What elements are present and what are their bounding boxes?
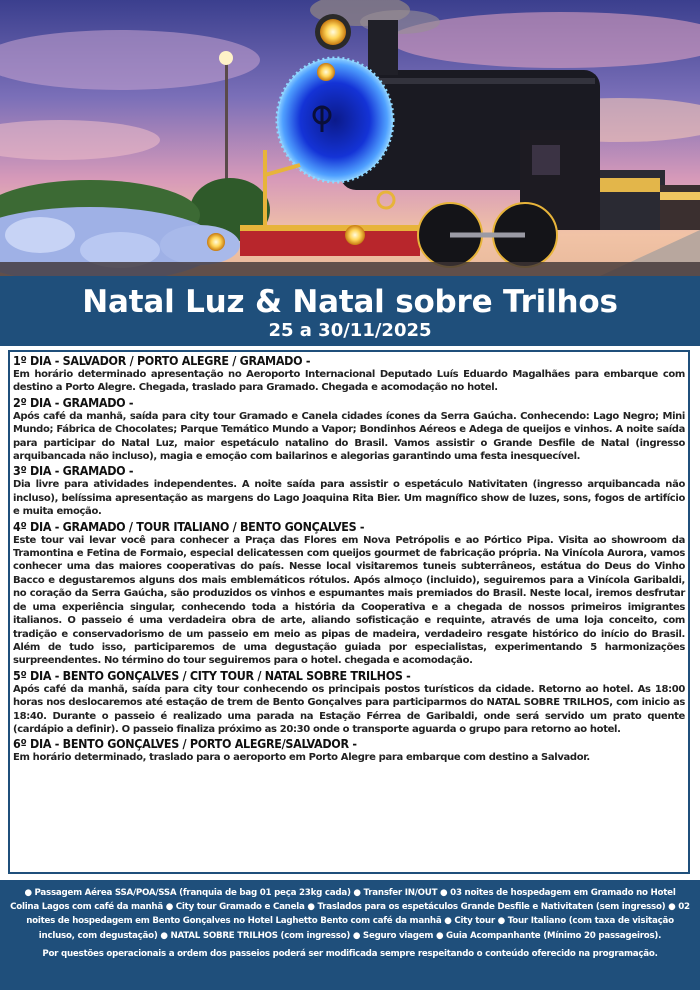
day-description: Dia livre para atividades independentes. A noite saída para assistir o espetáculo Nativitaten (ingresso arquibancada não incluso), belíssima apresentação as margens do Lago Joaquina Rita Bier. Um magnífico show de luzes, sons, fogos de artifício e muita emoção.: [13, 479, 685, 518]
day-title: 4º DIA - GRAMADO / TOUR ITALIANO / BENTO GONÇALVES -: [13, 518, 365, 534]
title-band: [0, 276, 700, 346]
day-title: 2º DIA - GRAMADO -: [13, 394, 134, 410]
day-title: 6º DIA - BENTO GONÇALVES / PORTO ALEGRE/SALVADOR -: [13, 736, 357, 752]
hero-image: [0, 0, 700, 276]
day-description: Após café da manhã, saída para city tour Gramado e Canela cidades ícones da Serra Gaúcha. Conhecendo: Lago Negro; Mini Mundo; Fábrica de Chocolates; Parque Temático Mundo a Vapor; Bondinhos Aéreos e Adega de queijos e vinhos. A noite saída para participar do Natal Luz, maior espetáculo natalino do Brasil. Vamos assistir o Grande Desfile de Natal (ingresso arquibancada não incluso), magia e emoção com bailarinos e alegorias garantindo uma festa inesquecível.: [13, 410, 685, 463]
page-title: Natal Luz & Natal sobre Trilhos: [82, 284, 618, 320]
day-title: 1º DIA - SALVADOR / PORTO ALEGRE / GRAMADO -: [13, 353, 311, 368]
footer-band: [0, 880, 700, 990]
disclaimer-note: Por questões operacionais a ordem dos passeios poderá ser modificada sempre respeitando o conteúdo oferecido na programação.: [42, 948, 658, 959]
day-description: Este tour vai levar você para conhecer a Praça das Flores em Nova Petrópolis e ao Pórtico Pipa. Visita ao showroom da Tramontina e Fetina de Formaio, especial delicatessen com queijos gourmet de fabricação própria. Na Vinícola Aurora, vamos conhecer uma das maiores cooperativas do país. Nesse local visitaremos tuneis subterrâneos, estátua do Deus do Vinho Bacco e degustaremos alguns dos mais emblemáticos rótulos. Após almoço (incluido), seguiremos para a Vinícola Garibaldi, no coração da Serra Gaúcha, são produzidos os vinhos e espumantes mais premiados do Brasil. Neste local, iremos desfrutar de uma experiência singular, conhecendo toda a história da Cooperativa e a chegada de nossos primeiros imigrantes italianos. O passeio é uma verdadeira obra de arte, aliando sofisticação e requinte, através de uma loja conceito, com tradição e conservadorismo de um passeio em meio as pipas de madeira, verdadeiro resgate histórico do início do Brasil. Além de tudo isso, participaremos de uma degustação guiada por especialistas, experimentando 5 harmonizações surpreendentes. No término do tour seguiremos para o hotel. chegada e acomodação.: [13, 534, 685, 667]
day-6: [13, 736, 685, 764]
day-title: 5º DIA - BENTO GONÇALVES / CITY TOUR / NATAL SOBRE TRILHOS -: [13, 667, 411, 683]
day-description: Em horário determinado, traslado para o aeroporto em Porto Alegre para embarque com destino a Salvador.: [13, 752, 590, 764]
day-2: [13, 395, 685, 464]
locomotive-illustration: [0, 0, 700, 276]
day-description: Após café da manhã, saída para city tour conhecendo os principais postos turísticos da cidade. Retorno ao hotel. As 18:00 horas nos deslocaremos até estação de trem de Bento Gonçalves para participarmos do NATAL SOBRE TRILHOS, com inicio as 18:40. Durante o passeio é realizado uma parada na Estação Férrea de Garibaldi, onde será servido um prato quente (cardápio a definir). O passeio finaliza próximo as 20:30 onde o transporte aguarda o grupo para retorno ao hotel.: [13, 683, 685, 735]
day-4: [13, 519, 685, 668]
day-1: [13, 353, 685, 395]
day-description: Em horário determinado apresentação no Aeroporto Internacional Deputado Luís Eduardo Magalhães para embarque com destino a Porto Alegre. Chegada, traslado para Gramado. Chegada e acomodação no hotel.: [13, 369, 685, 394]
day-3: [13, 463, 685, 518]
day-title: 3º DIA - GRAMADO -: [13, 463, 134, 479]
package-includes: ● Passagem Aérea SSA/POA/SSA (franquia de bag 01 peça 23kg cada) ● Transfer IN/OUT ● 03 noites de hospedagem em Gramado no Hotel Colina Lagos com café da manhã ● City tour Gramado e Canela ● Traslados para os espetáculos Grande Desfile e Nativitaten (sem ingresso) ● 02 noites de hospedagem em Bento Gonçalves no Hotel Laghetto Bento com café da manhã ● City tour ● Tour Italiano (com taxa de visitação incluso, com degustação) ● NATAL SOBRE TRILHOS (com ingresso) ● Seguro viagem ● Guia Acompanhante (Mínimo 20 passageiros).: [10, 888, 690, 941]
trip-dates: 25 a 30/11/2025: [268, 320, 432, 341]
day-5: [13, 668, 685, 737]
itinerary-box: [8, 350, 690, 874]
